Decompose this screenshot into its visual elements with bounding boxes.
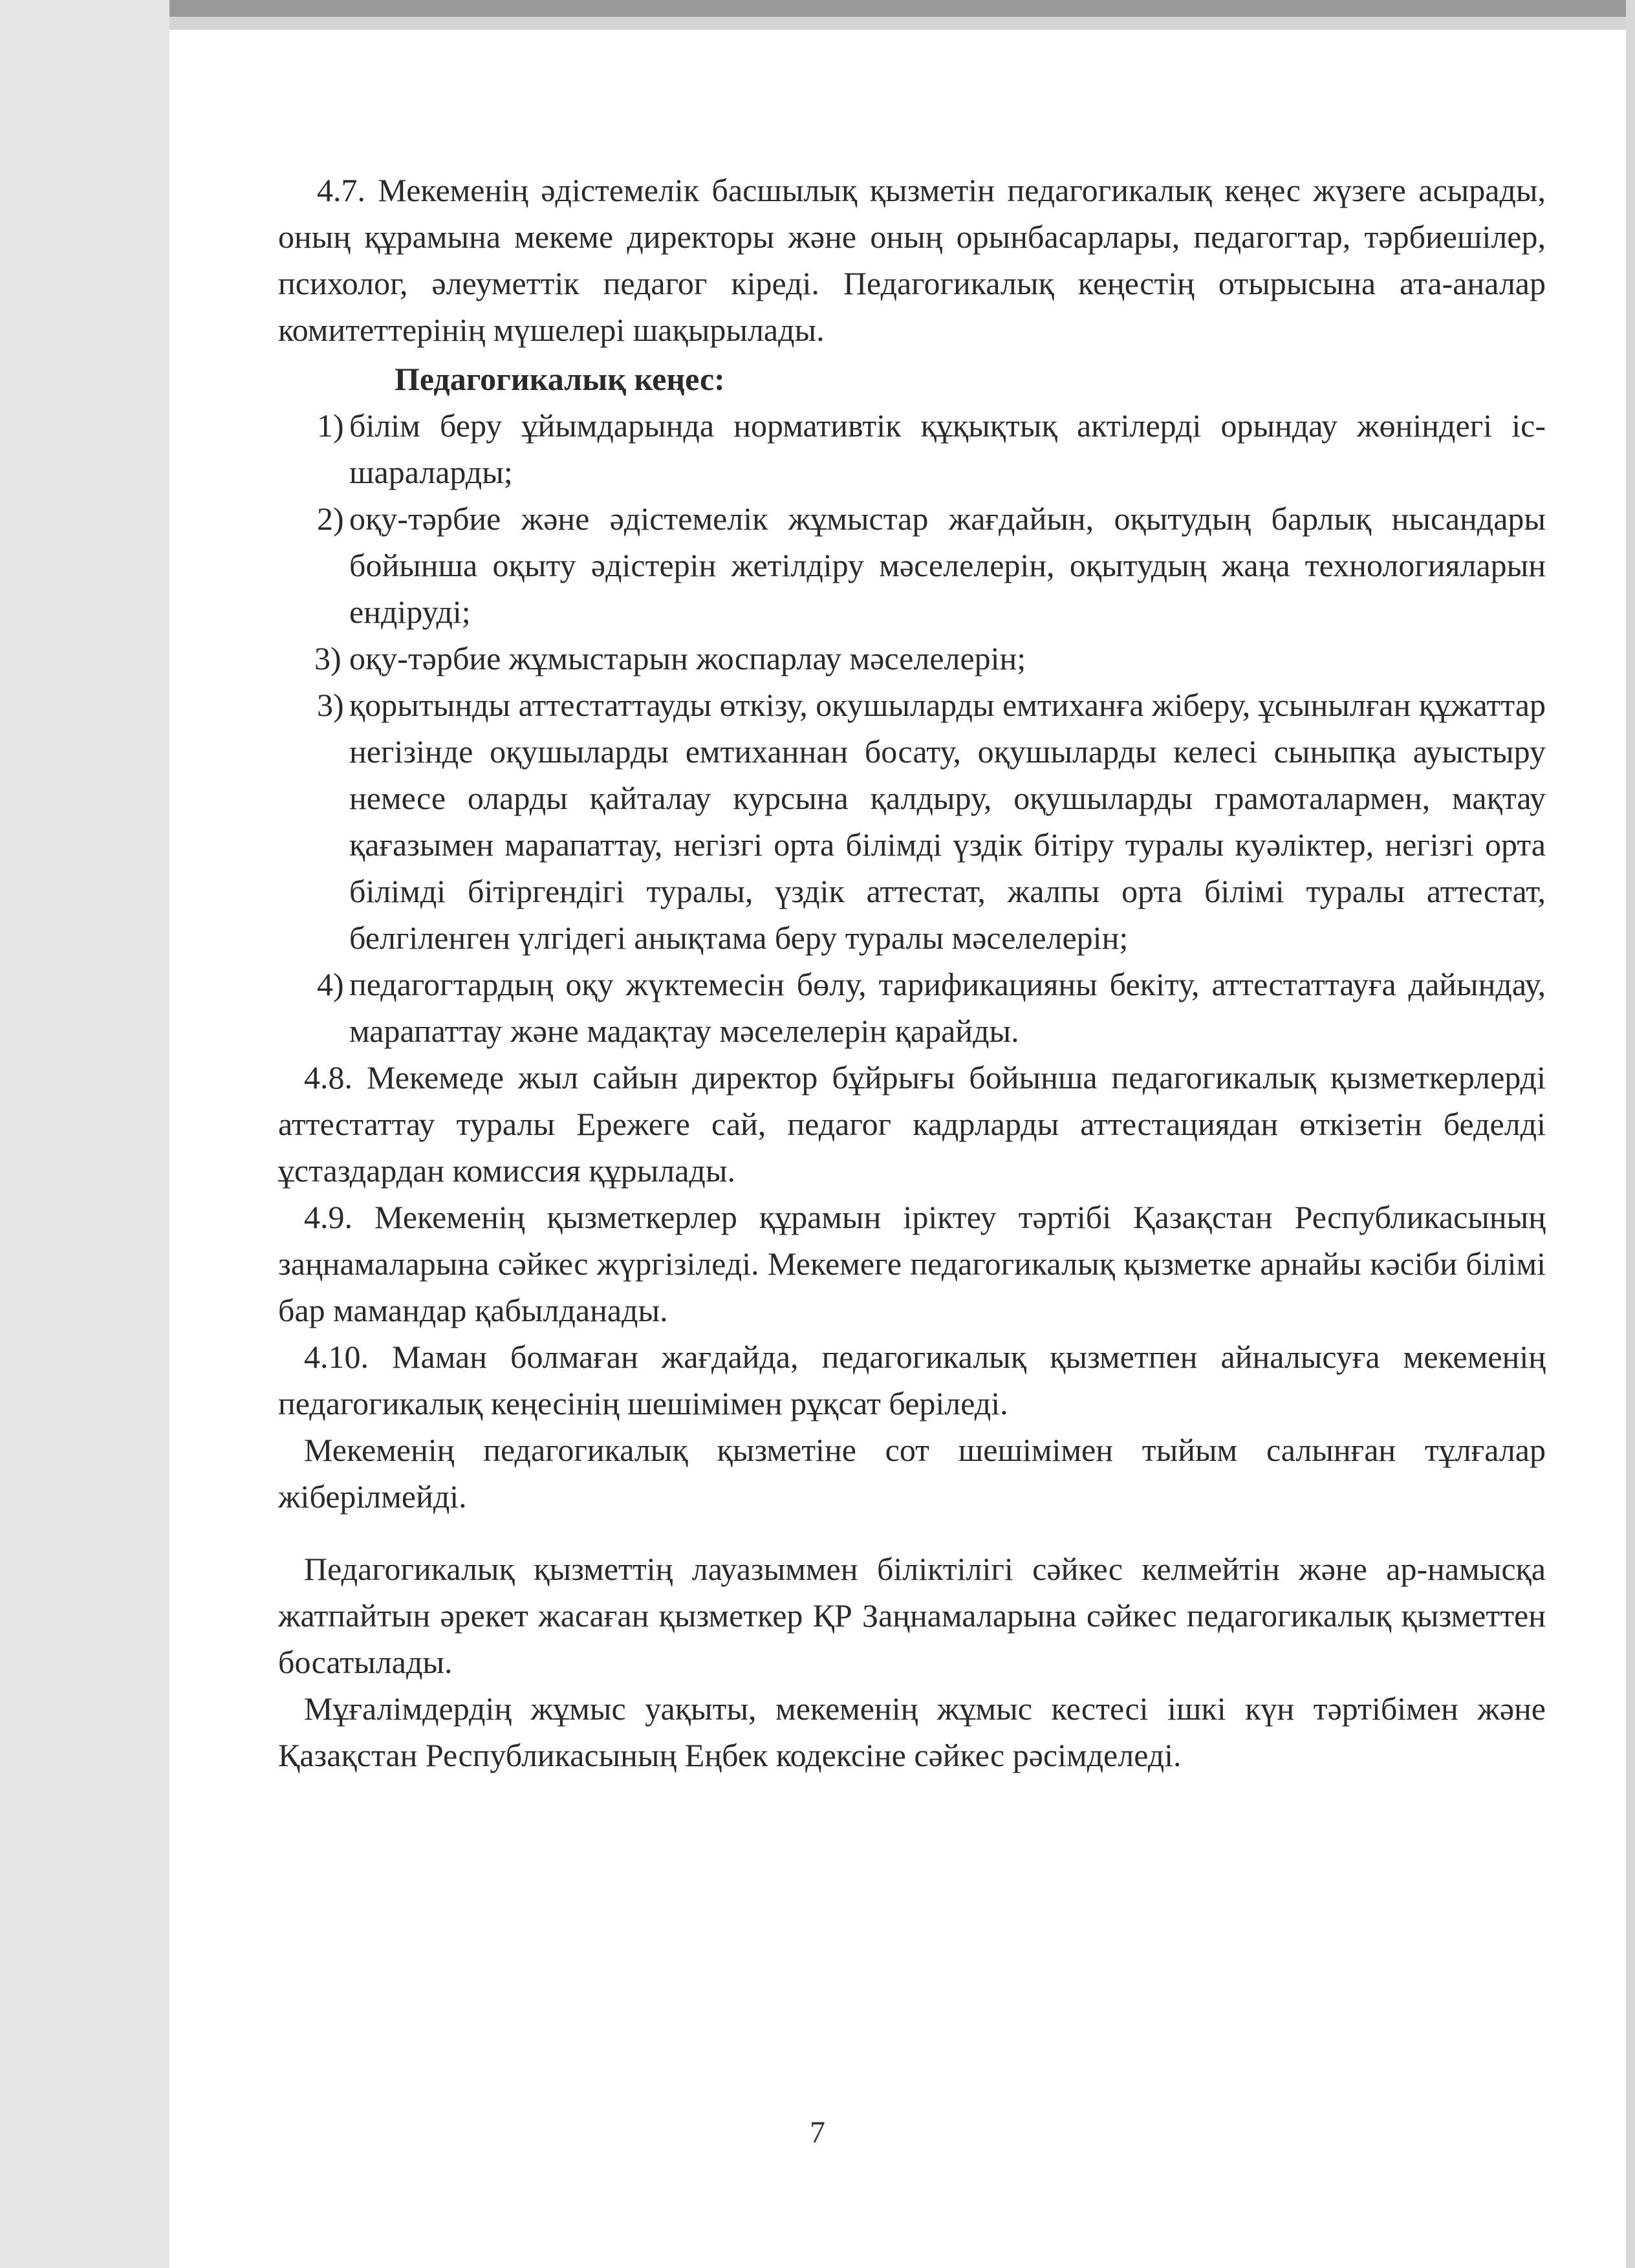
list-item-number: 3) [314, 640, 341, 676]
paragraph-4-7: 4.7. Мекеменің әдістемелік басшылық қызметін педагогикалық кеңес жүзеге асырады, оның құрамына мекеме директоры және оның орынбасарлары, педагогтар, тәрбиешілер, психолог, әлеуметтік педагог кіреді. Педагогикалық кеңестің отырысына ата-аналар комитеттерінің мүшелері шақырылады. [278, 172, 1546, 348]
paragraph-working-hours: Мұғалімдердің жұмыс уақыты, мекеменің жұмыс кестесі ішкі күн тәртібімен және Қазақстан Республикасының Еңбек кодексіне сәйкес рәсімделеді. [278, 1690, 1546, 1773]
list-item-text: педагогтардың оқу жүктемесін бөлу, тарификацияны бекіту, аттестаттауға дайындау, марапаттау және мадақтау мәселелерін қарайды. [349, 966, 1546, 1049]
list-item-number: 1) [317, 407, 344, 444]
section-heading: Педагогикалық кеңес: [395, 361, 725, 397]
paragraph-ban: Мекеменің педагогикалық қызметіне сот шешімімен тыйым салынған тұлғалар жіберілмейді. [278, 1432, 1546, 1515]
paragraph-gap [278, 1520, 1546, 1546]
list-item-text: қорытынды аттестаттауды өткізу, окушыларды емтиханға жіберу, ұсынылған құжаттар негізінде оқушыларды емтиханнан босату, оқушыларды келесі сыныпқа ауыстыру немесе оларды қайталау курсына қалдыру, оқушыларды грамоталармен, мақтау қағазымен марапаттау, негізгі орта білімді үздік бітіру туралы куәліктер, негізгі орта білімді бітіргендігі туралы, үздік аттестат, жалпы орта білімі туралы аттестат, белгіленген үлгідегі анықтама беру туралы мәселелерін; [349, 687, 1546, 956]
list-item-number: 2) [317, 501, 344, 537]
list-item [278, 495, 1546, 635]
scan-left-edge [0, 0, 169, 2268]
paragraph-dismissal: Педагогикалық қызметтің лауазыммен біліктілігі сәйкес келмейтін және ар-намысқа жатпайтын әрекет жасаған қызметкер ҚР Заңнамаларына сәйкес педагогикалық қызметтен босатылады. [278, 1551, 1546, 1680]
scan-top-shadow [169, 17, 1635, 30]
document-body [278, 167, 1546, 1778]
paragraph-4-8: 4.8. Мекемеде жыл сайын директор бұйрығы бойынша педагогикалық қызметкерлерді аттестаттау туралы Ережеге сай, педагог кадрларды аттестациядан өткізетін беделді ұстаздардан комиссия құрылады. [278, 1059, 1546, 1189]
list-item-number: 3) [317, 687, 344, 723]
list-item-text: оқу-тәрбие және әдістемелік жұмыстар жағдайын, оқытудың барлық нысандары бойынша оқыту әдістерін жетілдіру мәселелерін, оқытудың жаңа технологияларын ендіруді; [349, 501, 1546, 630]
list-item-number: 4) [317, 966, 344, 1002]
paragraph-4-9: 4.9. Мекеменің қызметкерлер құрамын іріктеу тәртібі Қазақстан Республикасының заңнамаларына сәйкес жүргізіледі. Мекемеге педагогикалық қызметке арнайы кәсіби білімі бар мамандар қабылданады. [278, 1199, 1546, 1328]
list-item [278, 635, 1546, 682]
page-number: 7 [810, 2115, 825, 2150]
scan-top-edge [169, 0, 1635, 17]
list-item [278, 682, 1546, 961]
list-item [278, 402, 1546, 495]
paragraph-4-10: 4.10. Маман болмаған жағдайда, педагогикалық қызметпен айналысуға мекеменің педагогикалық кеңесінің шешімімен рұқсат беріледі. [278, 1339, 1546, 1421]
list-item-text: оқу-тәрбие жұмыстарын жоспарлау мәселелерін; [349, 640, 1026, 676]
list-item-text: білім беру ұйымдарында нормативтік құқықтық актілерді орындау жөніндегі іс-шараларды; [349, 407, 1546, 490]
scan-right-edge [1626, 0, 1635, 2268]
list-item [278, 961, 1546, 1054]
